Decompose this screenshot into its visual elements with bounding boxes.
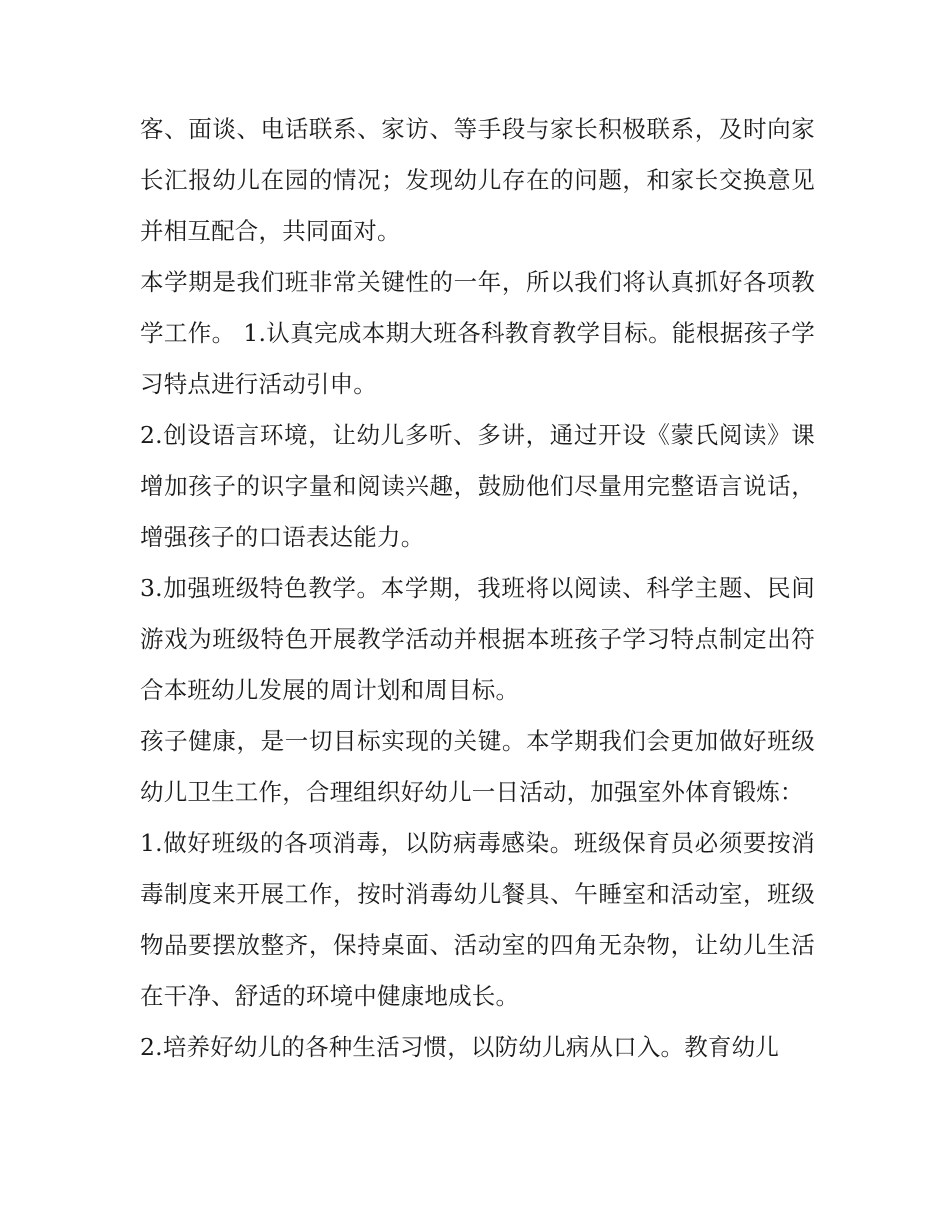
document-body: [140, 104, 815, 1073]
paragraph-language-environment: 2.创设语言环境，让幼儿多听、多讲，通过开设《蒙氏阅读》课增加孩子的识字量和阅读兴趣，鼓励他们尽量用完整语言说话，增强孩子的口语表达能力。: [140, 421, 815, 551]
paragraph-parent-contact: 客、面谈、电话联系、家访、等手段与家长积极联系，及时向家长汇报幼儿在园的情况；发现幼儿存在的问题，和家长交换意见并相互配合，共同面对。: [140, 115, 815, 245]
paragraph-living-habits: 2.培养好幼儿的各种生活习惯，以防幼儿病从口入。教育幼儿: [140, 1033, 780, 1061]
paragraph-class-features: 3.加强班级特色教学。本学期，我班将以阅读、科学主题、民间游戏为班级特色开展教学活动并根据本班孩子学习特点制定出符合本班幼儿发展的周计划和周目标。: [140, 574, 815, 704]
paragraph-disinfection: 1.做好班级的各项消毒，以防病毒感染。班级保育员必须要按消毒制度来开展工作，按时消毒幼儿餐具、午睡室和活动室，班级物品要摆放整齐，保持桌面、活动室的四角无杂物，让幼儿生活在干净、舒适的环境中健康地成长。: [140, 829, 815, 1010]
paragraph-teaching-work: 本学期是我们班非常关键性的一年，所以我们将认真抓好各项教学工作。 1.认真完成本期大班各科教育教学目标。能根据孩子学习特点进行活动引申。: [140, 268, 815, 398]
paragraph-child-health: 孩子健康，是一切目标实现的关键。本学期我们会更加做好班级幼儿卫生工作，合理组织好幼儿一日活动，加强室外体育锻炼：: [140, 727, 815, 806]
